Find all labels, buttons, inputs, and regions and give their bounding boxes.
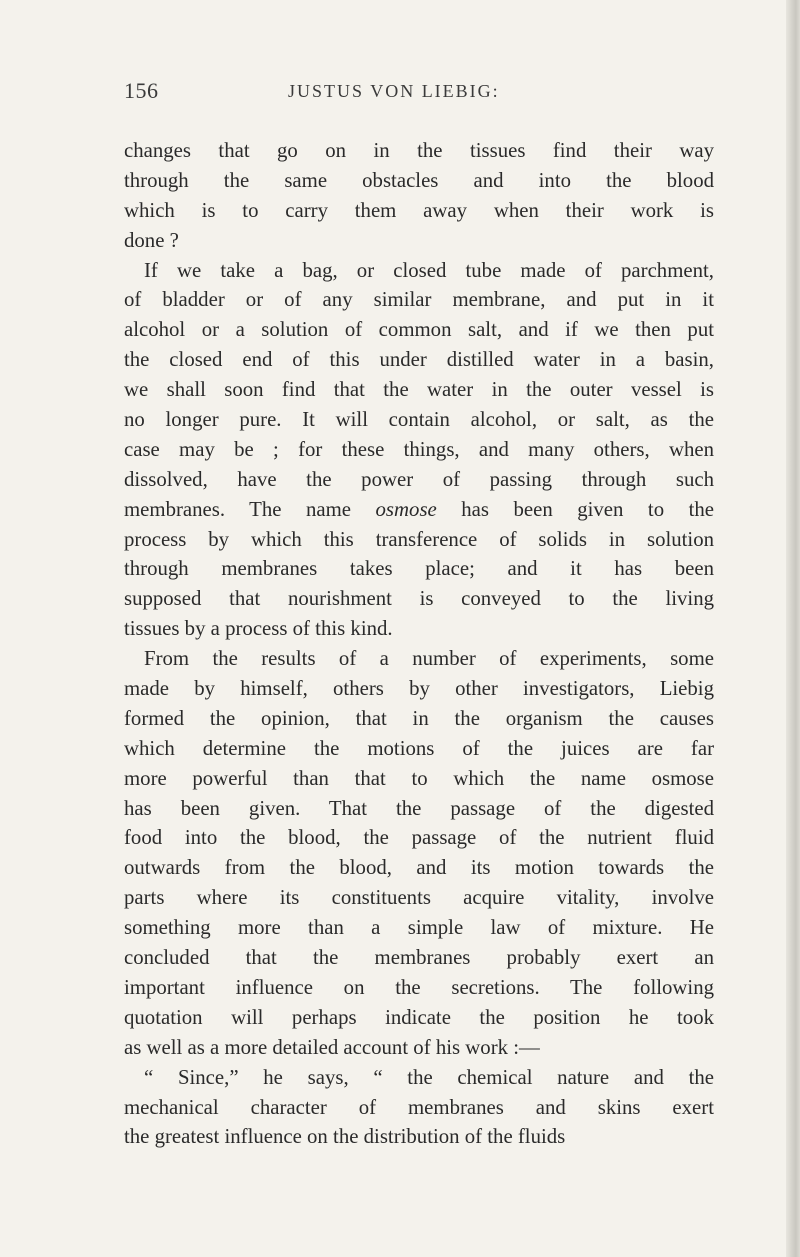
text-line: From the results of a number of experiments, some <box>144 647 714 671</box>
text-line: more powerful than that to which the name osmose <box>124 766 714 790</box>
text-line: important influence on the secretions. The following <box>124 975 714 999</box>
text-line: supposed that nourishment is conveyed to the living <box>124 587 714 611</box>
text-line: the greatest influence on the distribution of the fluids <box>124 1125 566 1149</box>
text-line: something more than a simple law of mixture. He <box>124 916 714 940</box>
page-edge <box>786 0 800 1257</box>
page-header <box>0 78 800 112</box>
text-line: which is to carry them away when their work is <box>124 198 714 222</box>
running-head: JUSTUS VON LIEBIG: <box>288 81 500 101</box>
text-line: parts where its constituents acquire vitality, involve <box>124 886 714 910</box>
text-line: food into the blood, the passage of the nutrient fluid <box>124 826 714 850</box>
text-line: through the same obstacles and into the blood <box>124 168 714 192</box>
text-line: formed the opinion, that in the organism the causes <box>124 706 714 730</box>
text-line: membranes. The name osmose has been given to the <box>124 497 714 521</box>
text-line: alcohol or a solution of common salt, and if we then put <box>124 318 714 342</box>
text-line: process by which this transference of solids in solution <box>124 527 714 551</box>
text-line: dissolved, have the power of passing through such <box>124 467 714 491</box>
text-line: quotation will perhaps indicate the position he took <box>124 1005 714 1029</box>
text-line: the closed end of this under distilled water in a basin, <box>124 348 714 372</box>
text-line: made by himself, others by other investigators, Liebig <box>124 677 714 701</box>
text-line: mechanical character of membranes and skins exert <box>124 1095 714 1119</box>
text-line: case may be ; for these things, and many others, when <box>124 437 714 461</box>
body-text <box>124 136 714 1152</box>
text-line: tissues by a process of this kind. <box>124 617 393 641</box>
text-line: as well as a more detailed account of his work :— <box>124 1035 540 1059</box>
page-number: 156 <box>124 78 159 103</box>
text-line: “ Since,” he says, “ the chemical nature and the <box>144 1065 714 1089</box>
text-line: we shall soon find that the water in the outer vessel is <box>124 378 714 402</box>
text-line: of bladder or of any similar membrane, and put in it <box>124 288 714 312</box>
text-line: through membranes takes place; and it has been <box>124 557 714 581</box>
text-line: outwards from the blood, and its motion towards the <box>124 856 714 880</box>
text-line: done ? <box>124 228 179 252</box>
text-line: no longer pure. It will contain alcohol, or salt, as the <box>124 408 714 432</box>
text-line: changes that go on in the tissues find their way <box>124 139 714 162</box>
text-line: has been given. That the passage of the digested <box>124 796 714 820</box>
text-line: which determine the motions of the juices are far <box>124 736 714 760</box>
text-line: concluded that the membranes probably exert an <box>124 946 714 970</box>
text-line: If we take a bag, or closed tube made of parchment, <box>144 258 714 282</box>
